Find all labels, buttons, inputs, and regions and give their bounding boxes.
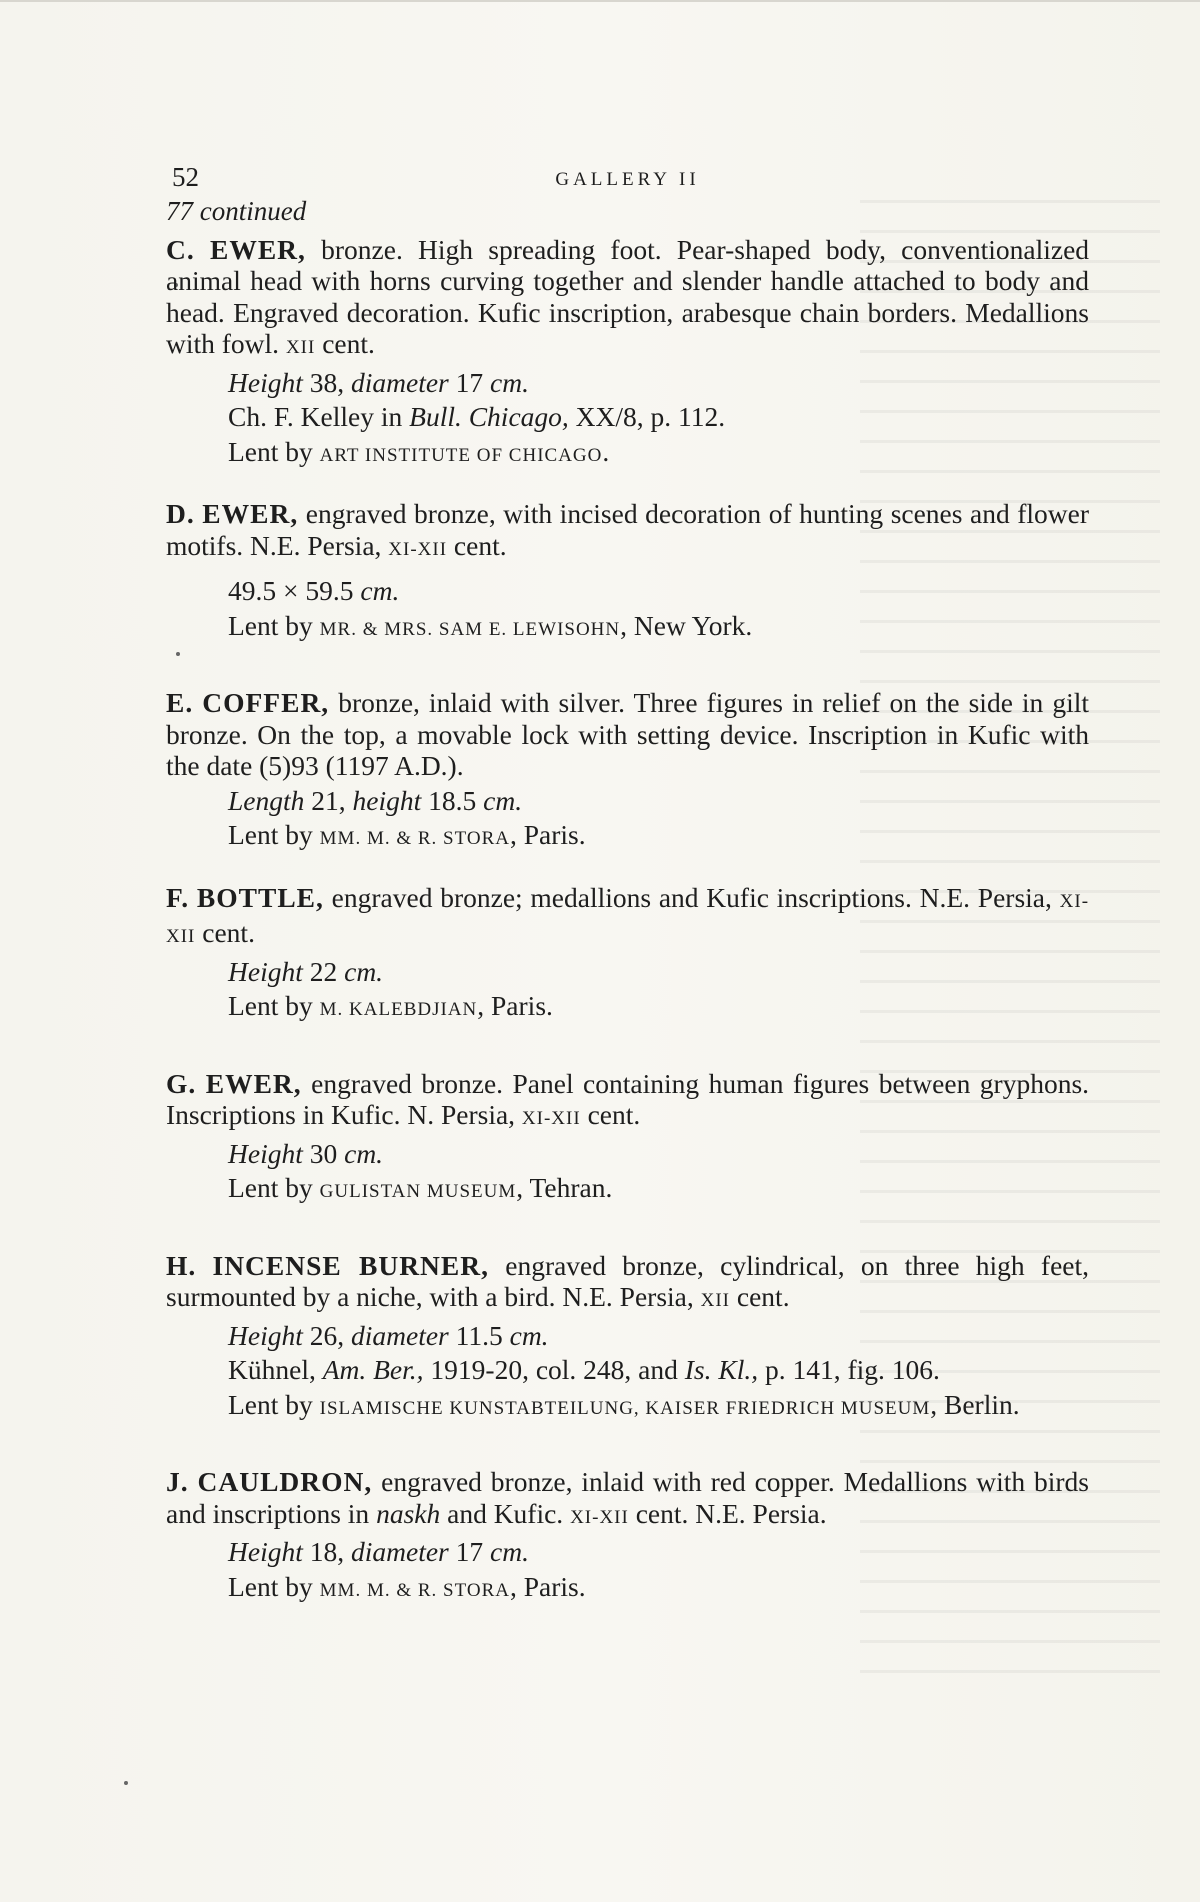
lender-line: Lent by MM. M. & R. STORA, Paris. <box>228 1570 586 1602</box>
object-name: BOTTLE, <box>196 881 324 913</box>
dimensions: Height 26, diameter 11.5 cm. <box>228 1319 549 1351</box>
lender-name: M. KALEBDJIAN <box>319 999 478 1020</box>
entry-description: D. EWER, engraved bronze, with incised decoration of hunting scenes and flower motifs. N.E. Persia, XI-XII cent. <box>166 498 1089 561</box>
object-name: EWER, <box>205 1067 302 1099</box>
entry-description: G. EWER, engraved bronze. Panel containing human figures between gryphons. Inscriptions in Kufic. N. Persia, XI-XII cent. <box>166 1067 1090 1130</box>
lender-line: Lent by ISLAMISCHE KUNSTABTEILUNG, KAISER FRIEDRICH MUSEUM, Berlin. <box>228 1388 1020 1420</box>
object-name: COFFER, <box>202 687 330 718</box>
page-content <box>166 150 1089 1633</box>
lender-name: MM. M. & R. STORA <box>319 1579 510 1601</box>
dimensions: Height 18, diameter 17 cm. <box>228 1536 529 1567</box>
entry-description: C. EWER, bronze. High spreading foot. Pear-shaped body, conventionalized animal head with horns curving together and slender handle attached to body and head. Engraved decoration. Kufic inscription, arabesque chain borders. Medallions with fowl. XII cent. <box>166 233 1090 359</box>
entry-description: E. COFFER, bronze, inlaid with silver. Three figures in relief on the side in gilt bronze. On the top, a movable lock with setting device. Inscription in Kufic with the date (5)93 (1197 A.D.). <box>166 687 1090 781</box>
reference: Kühnel, Am. Ber., 1919-20, col. 248, and Is. Kl., p. 141, fig. 106. <box>228 1354 940 1385</box>
lender-name: ART INSTITUTE OF CHICAGO <box>319 444 603 466</box>
catalog-entry-e <box>166 687 1089 855</box>
dimensions: Height 30 cm. <box>228 1137 384 1169</box>
page-number: 52 <box>172 162 199 192</box>
catalog-entry-f <box>166 882 1089 1026</box>
lender-line: Lent by MM. M. & R. STORA, Paris. <box>228 819 586 850</box>
object-name: EWER, <box>209 233 306 265</box>
object-name: CAULDRON, <box>197 1466 373 1497</box>
lender-line: Lent by ART INSTITUTE OF CHICAGO. <box>228 435 610 467</box>
entry-description: F. BOTTLE, engraved bronze; medallions and Kufic inscriptions. N.E. Persia, XI-XII cent. <box>166 881 1090 948</box>
lender-line: Lent by GULISTAN MUSEUM, Tehran. <box>228 1172 613 1203</box>
running-head: GALLERY II <box>555 169 700 190</box>
lender-line: Lent by MR. & MRS. SAM E. LEWISOHN, New York. <box>228 609 753 641</box>
dimensions: 49.5 × 59.5 cm. <box>228 575 400 606</box>
reference: Ch. F. Kelley in Bull. Chicago, XX/8, p. 112. <box>228 401 726 432</box>
catalog-entry-d <box>166 498 1089 645</box>
continued-label: 77 continued <box>166 196 307 226</box>
entry-description: J. CAULDRON, engraved bronze, inlaid with red copper. Medallions with birds and inscriptions in naskh and Kufic. XI-XII cent. N.E. Persia. <box>166 1466 1090 1529</box>
catalog-entry-j <box>166 1466 1089 1606</box>
dimensions: Height 22 cm. <box>228 955 384 987</box>
top-edge-line <box>0 0 1200 2</box>
speck <box>124 1781 128 1785</box>
page-header <box>166 150 1089 194</box>
lender-name: ISLAMISCHE KUNSTABTEILUNG, KAISER FRIEDRICH MUSEUM <box>319 1397 931 1419</box>
catalog-entry-c <box>166 234 1089 472</box>
catalog-entry-g <box>166 1068 1089 1208</box>
entry-description: H. INCENSE BURNER, engraved bronze, cylindrical, on three high feet, surmounted by a niche, with a bird. N.E. Persia, XII cent. <box>166 1249 1089 1312</box>
catalog-entry-h <box>166 1250 1089 1425</box>
lender-name: MR. & MRS. SAM E. LEWISOHN <box>319 618 621 640</box>
dimensions: Height 38, diameter 17 cm. <box>228 366 529 398</box>
lender-name: MM. M. & R. STORA <box>319 828 510 849</box>
lender-line: Lent by M. KALEBDJIAN, Paris. <box>228 990 553 1021</box>
object-name: INCENSE BURNER, <box>212 1249 489 1281</box>
dimensions: Length 21, height 18.5 cm. <box>228 784 523 816</box>
lender-name: GULISTAN MUSEUM <box>319 1181 517 1202</box>
object-name: EWER, <box>202 498 299 529</box>
